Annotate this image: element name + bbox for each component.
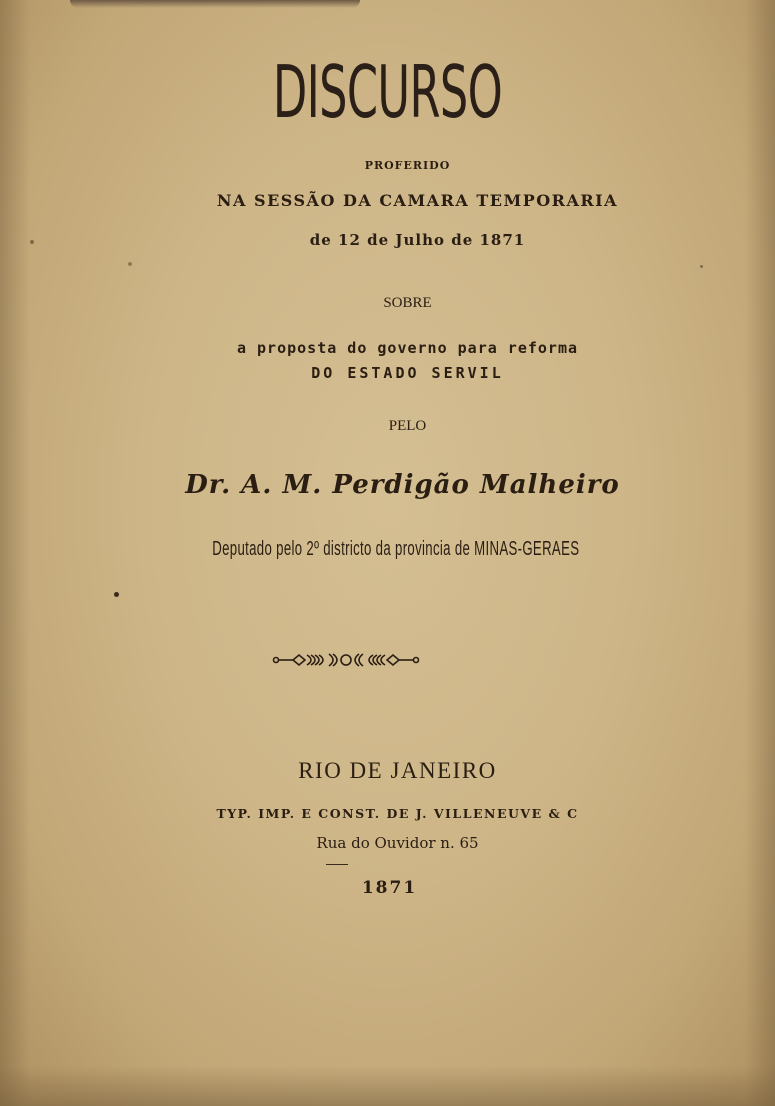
ink-speck	[114, 592, 119, 597]
author-name: Dr. A. M. Perdigão Malheiro	[185, 470, 620, 500]
ink-speck	[128, 262, 132, 266]
address-text: Rua do Ouvidor n. 65	[316, 834, 479, 852]
city-text: RIO DE JANEIRO	[298, 758, 497, 783]
session-text: NA SESSÃO DA CAMARA TEMPORARIA	[216, 191, 619, 210]
ornament-divider	[271, 650, 421, 670]
proferido-text: PROFERIDO	[364, 159, 451, 172]
estado-servil-text: DO ESTADO SERVIL	[311, 364, 504, 382]
top-edge-stain	[70, 0, 360, 8]
date-text: de 12 de Julho de 1871	[309, 231, 526, 249]
proposal-text: a proposta do governo para reforma	[236, 339, 579, 357]
pelo-text: PELO	[388, 418, 427, 434]
bottom-edge-shadow	[0, 1066, 775, 1106]
year-text: 1871	[361, 878, 418, 898]
ink-speck	[700, 265, 703, 268]
short-rule	[326, 864, 348, 865]
document-title: DISCURSO	[272, 50, 503, 134]
sobre-text: SOBRE	[383, 295, 432, 311]
printer-text: TYP. IMP. E CONST. DE J. VILLENEUVE & C	[216, 806, 579, 821]
deputy-text: Deputado pelo 2º districto da provincia de MINAS-GERAES	[212, 538, 580, 560]
